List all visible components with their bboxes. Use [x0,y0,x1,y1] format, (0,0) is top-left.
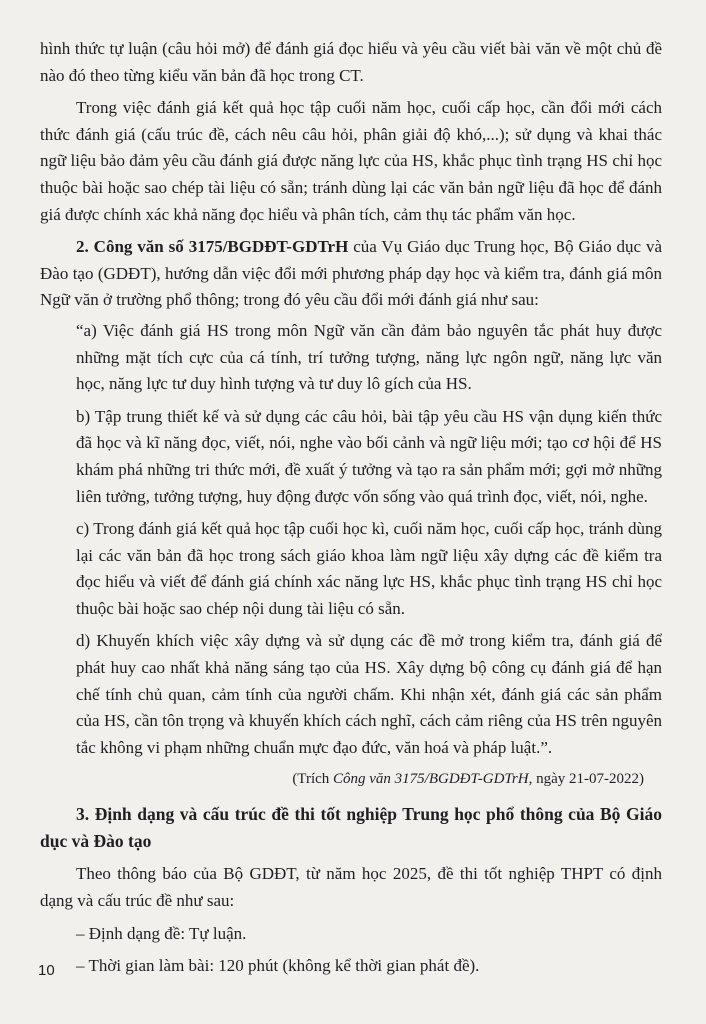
citation [40,767,662,791]
quote-item-b: b) Tập trung thiết kế và sử dụng các câu hỏi, bài tập yêu cầu HS vận dụng kiến thức đã học và kĩ năng đọc, viết, nói, nghe vào bối cảnh và ngữ liệu mới; tạo cơ hội để HS khám phá những tri thức mới, đề xuất ý tưởng và tạo ra sản phẩm mới; gợi mở những liên tưởng, tưởng tượng, huy động được vốn sống vào quá trình đọc, viết, nói, nghe. [76,406,662,506]
section-2-intro: của Vụ Giáo dục Trung học, Bộ Giáo dục và Đào tạo (GDĐT), hướng dẫn việc đổi mới phương pháp dạy học và kiểm tra, đánh giá môn Ngữ văn ở trường phổ thông; trong đó yêu cầu đổi mới đánh giá như sau: [40,237,662,310]
quote-item-a: “a) Việc đánh giá HS trong môn Ngữ văn cần đảm bảo nguyên tắc phát huy được những mặt tích cực của cá tính, trí tưởng tượng, năng lực ngôn ngữ, năng lực văn học, năng lực tư duy hình tượng và tư duy lô gích của HS. [76,320,662,394]
paragraph-assessment-renewal: Trong việc đánh giá kết quả học tập cuối năm học, cuối cấp học, cần đổi mới cách thức đánh giá (cấu trúc đề, cách nêu câu hỏi, phân giải độ khó,...); sử dụng và khai thác ngữ liệu bảo đảm yêu cầu đánh giá được năng lực của HS, khắc phục tình trạng HS chỉ học thuộc bài hoặc sao chép tài liệu có sẵn; tránh dùng lại các văn bản ngữ liệu đã học để đánh giá được chính xác khả năng đọc hiểu và phân tích, cảm thụ tác phẩm văn học. [40,98,662,224]
section-2-title: 2. Công văn số 3175/BGDĐT-GDTrH [76,237,349,257]
section-3-title: 3. Định dạng và cấu trúc đề thi tốt nghiệp Trung học phổ thông của Bộ Giáo dục và Đào tạo [40,804,662,852]
section-2-paragraph [40,234,662,314]
quote-block [40,318,662,762]
section-3-item-time: – Thời gian làm bài: 120 phút (không kể thời gian phát đề). [76,956,480,976]
page-number: 10 [38,962,55,979]
section-3-item-format: – Định dạng đề: Tự luận. [76,923,247,943]
citation-date: , ngày 21-07-2022) [528,771,644,788]
citation-open: (Trích [292,771,334,788]
section-3-intro: Theo thông báo của Bộ GDĐT, từ năm học 2025, đề thi tốt nghiệp THPT có định dạng và cấu trúc đề như sau: [40,864,662,911]
paragraph-continuation: hình thức tự luận (câu hỏi mở) để đánh giá đọc hiểu và yêu cầu viết bài văn về một chủ đề nào đó theo từng kiểu văn bản đã học trong CT. [40,39,662,85]
quote-item-d: d) Khuyến khích việc xây dựng và sử dụng các đề mở trong kiểm tra, đánh giá để phát huy cao nhất khả năng sáng tạo của HS. Xây dựng bộ công cụ đánh giá để hạn chế tính chủ quan, cảm tính của người chấm. Khi nhận xét, đánh giá các sản phẩm của HS, cần tôn trọng và khuyến khích cách nghĩ, cách cảm riêng của HS trên nguyên tắc không vi phạm những chuẩn mực đạo đức, văn hoá và pháp luật.”. [76,631,662,757]
quote-item-c: c) Trong đánh giá kết quả học tập cuối học kì, cuối năm học, cuối cấp học, tránh dùng lại các văn bản đã học trong sách giáo khoa làm ngữ liệu xây dựng các đề kiểm tra đọc hiểu và viết để đánh giá chính xác năng lực HS, khắc phục tình trạng HS chỉ học thuộc bài hoặc sao chép nội dung tài liệu có sẵn. [76,519,662,618]
citation-source: Công văn 3175/BGDĐT-GDTrH [333,771,529,788]
